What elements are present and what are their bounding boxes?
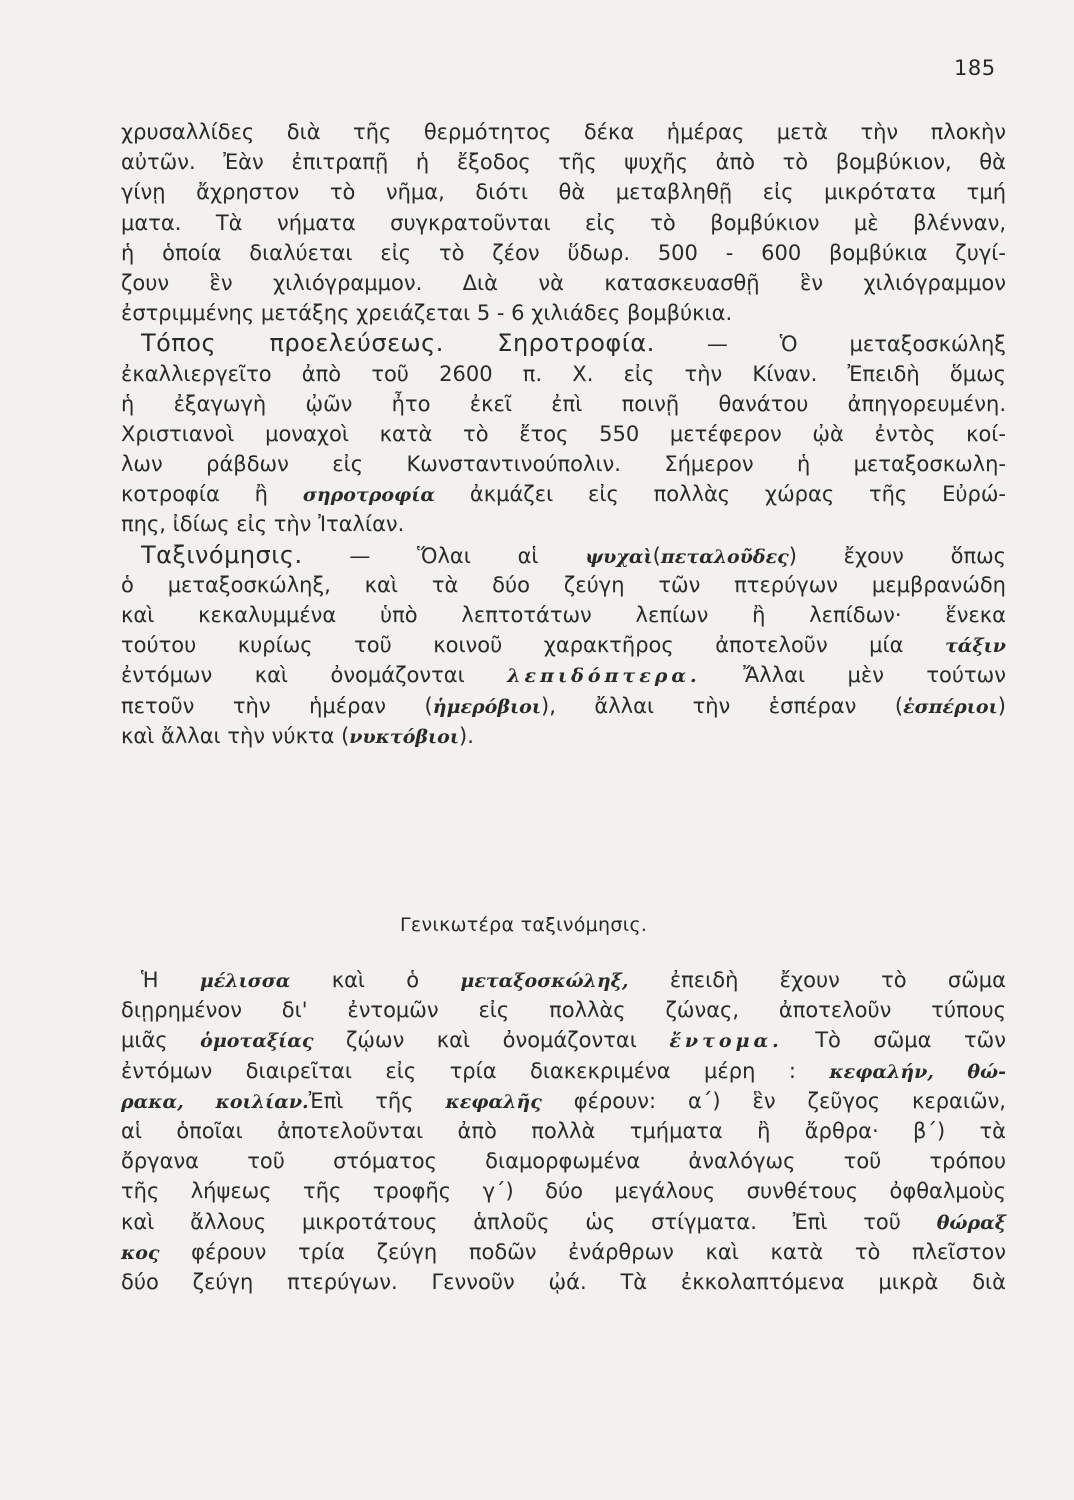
text-fragment: ἐντόμων καὶ ὀνομάζονται: [121, 663, 465, 688]
paragraph-silk: [121, 117, 1006, 751]
text-line: [121, 660, 1006, 690]
text-fragment: καὶ ἄλλαι τὴν νύκτα (: [121, 723, 350, 748]
text-fragment: ), ἄλλαι τὴν ἑσπέραν (: [541, 693, 904, 718]
text-line: τῆς λήψεως τῆς τροφῆς γ΄) δύο μεγάλους συνθέτους ὀφθαλμοὺς: [121, 1179, 1006, 1204]
text-fragment: (: [652, 543, 661, 568]
emphasis-term: ψυχαὶ: [585, 545, 653, 568]
text-line: λων ράβδων εἰς Κωνσταντινούπολιν. Σήμερον ἡ μεταξοσκωλη-: [121, 452, 1006, 477]
text-fragment: Ἐπὶ τῆς: [308, 1088, 414, 1113]
text-line: ἡ ἐξαγωγὴ ᾠῶν ἦτο ἐκεῖ ἐπὶ ποινῇ θανάτου ἀπηγορευμένη.: [121, 391, 1006, 416]
emphasis-term: μέλισσα: [199, 970, 291, 992]
emphasis-term: ἔντομα.: [669, 1030, 783, 1053]
text-line: διῃρημένον δι' ἐντομῶν εἰς πολλὰς ζώνας, ἀποτελοῦν τύπους: [121, 998, 1006, 1023]
inline-heading-origin: Τόπος προελεύσεως. Σηροτροφία.: [141, 329, 655, 358]
text-line: γίνῃ ἄχρηστον τὸ νῆμα, διότι θὰ μεταβληθῇ εἰς μικρότατα τμή: [121, 180, 1006, 205]
text-line: ἡ ὁποία διαλύεται εἰς τὸ ζέον ὕδωρ. 500 - 600 βομβύκια ζυγί-: [121, 240, 1006, 265]
text-fragment: — Ὁ μεταξοσκώληξ: [706, 332, 1007, 357]
text-fragment: πετοῦν τὴν ἡμέραν (: [121, 693, 433, 718]
text-line: αὐτῶν. Ἐὰν ἐπιτραπῇ ἡ ἔξοδος τῆς ψυχῆς ἀπὸ τὸ βομβύκιον, θὰ: [121, 150, 1006, 175]
emphasis-term: ἑσπέριοι: [903, 695, 998, 718]
text-fragment: ἀκμάζει εἰς πολλὰς χώρας τῆς Εὐρώ-: [469, 482, 1006, 507]
text-line: [121, 965, 1006, 995]
emphasis-term: θώραξ: [936, 1211, 1006, 1234]
emphasis-term: κεφαλήν,: [829, 1060, 934, 1083]
text-line: ζουν ἓν χιλιόγραμμον. Διὰ νὰ κατασκευασθῇ ἓν χιλιόγραμμον: [121, 270, 1006, 295]
text-fragment: κοτροφία ἢ: [121, 482, 268, 507]
text-fragment: Ἡ: [141, 968, 159, 992]
text-line: δύο ζεύγη πτερύγων. Γεννοῦν ᾠά. Τὰ ἐκκολαπτόμενα μικρὰ διὰ: [121, 1269, 1006, 1294]
paragraph-insects: [121, 965, 1006, 1297]
text-line: [121, 630, 1006, 660]
text-fragment: Ἄλλαι μὲν τούτων: [743, 663, 1006, 688]
emphasis-term: τάξιν: [944, 635, 1006, 658]
text-fragment: φέρουν: α΄) ἓν ζεῦγος κεραιῶν,: [573, 1088, 1006, 1113]
text-line: ὁ μεταξοσκώληξ, καὶ τὰ δύο ζεύγη τῶν πτερύγων μεμβρανώδη: [121, 572, 1006, 597]
text-fragment: καὶ ὁ: [331, 968, 420, 992]
text-line: ματα. Τὰ νήματα συγκρατοῦνται εἰς τὸ βομβύκιον μὲ βλένναν,: [121, 210, 1006, 235]
emphasis-term: θώ-: [967, 1060, 1006, 1083]
emphasis-term: ὁμοταξίας: [200, 1030, 314, 1053]
emphasis-term: σηροτροφία: [302, 484, 436, 507]
text-fragment: τούτου κυρίως τοῦ κοινοῦ χαρακτῆρος ἀποτελοῦν μία: [121, 633, 904, 658]
emphasis-term: μεταξοσκώληξ,: [460, 970, 629, 992]
text-line: [121, 1207, 1006, 1237]
text-fragment: ) ἔχουν ὅπως: [788, 543, 1006, 568]
text-line: Χριστιανοὶ μοναχοὶ κατὰ τὸ ἔτος 550 μετέφερον ᾠὰ ἐντὸς κοί-: [121, 421, 1006, 446]
text-fragment: — Ὅλαι αἱ: [349, 543, 539, 568]
text-fragment: ζῴων καὶ ὀνομάζονται: [345, 1028, 637, 1053]
text-line: πης, ἰδίως εἰς τὴν Ἰταλίαν.: [121, 512, 405, 537]
text-line: ὄργανα τοῦ στόματος διαμορφωμένα ἀναλόγως τοῦ τρόπου: [121, 1149, 1006, 1174]
inline-heading-classification: Ταξινόμησις.: [141, 540, 303, 569]
text-fragment: καὶ ἄλλους μικροτάτους ἁπλοῦς ὡς στίγματα. Ἐπὶ τοῦ: [121, 1209, 901, 1234]
text-line: αἱ ὁποῖαι ἀποτελοῦνται ἀπὸ πολλὰ τμήματα ἢ ἄρθρα· β΄) τὰ: [121, 1118, 1006, 1143]
text-line: [121, 1056, 1006, 1086]
text-line: ἐστριμμένης μετάξης χρειάζεται 5 - 6 χιλιάδες βομβύκια.: [121, 301, 733, 326]
text-line: [121, 1086, 1006, 1116]
text-line: [121, 328, 1006, 358]
emphasis-term: κεφαλῆς: [445, 1090, 542, 1113]
text-fragment: φέρουν τρία ζεύγη ποδῶν ἐνάρθρων καὶ κατὰ τὸ πλεῖστον: [191, 1239, 1006, 1264]
text-fragment: ἐντόμων διαιρεῖται εἰς τρία διακεκριμένα μέρη :: [121, 1058, 796, 1083]
text-line: [121, 1237, 1006, 1267]
emphasis-term: πεταλοῦδες: [660, 545, 789, 568]
text-fragment: ἐπειδὴ ἔχουν τὸ σῶμα: [669, 968, 1006, 992]
text-fragment: ): [997, 693, 1006, 718]
text-line: καὶ κεκαλυμμένα ὑπὸ λεπτοτάτων λεπίων ἢ λεπίδων· ἕνεκα: [121, 603, 1006, 627]
text-line: [121, 1025, 1006, 1055]
text-line: [121, 691, 1006, 721]
text-line: [121, 540, 1006, 570]
section-heading: Γενικωτέρα ταξινόμησις.: [400, 914, 648, 936]
emphasis-term: λεπιδόπτερα.: [507, 665, 701, 688]
text-fragment: Τὸ σῶμα τῶν: [815, 1028, 1006, 1053]
text-fragment: ).: [459, 723, 474, 748]
emphasis-term: ἡμερόβιοι: [432, 695, 542, 718]
text-line: χρυσαλλίδες διὰ τῆς θερμότητος δέκα ἡμέρας μετὰ τὴν πλοκὴν: [121, 120, 1006, 144]
page-number: 185: [954, 56, 996, 80]
text-line: [121, 721, 1006, 751]
emphasis-term: νυκτόβιοι: [349, 725, 460, 748]
text-line: [121, 479, 1006, 509]
emphasis-term: ρακα, κοιλίαν.: [121, 1090, 309, 1113]
emphasis-term: κος: [121, 1241, 160, 1264]
text-line: ἐκαλλιεργεῖτο ἀπὸ τοῦ 2600 π. Χ. εἰς τὴν Κίναν. Ἐπειδὴ ὅμως: [121, 361, 1006, 386]
text-fragment: μιᾶς: [121, 1028, 168, 1053]
